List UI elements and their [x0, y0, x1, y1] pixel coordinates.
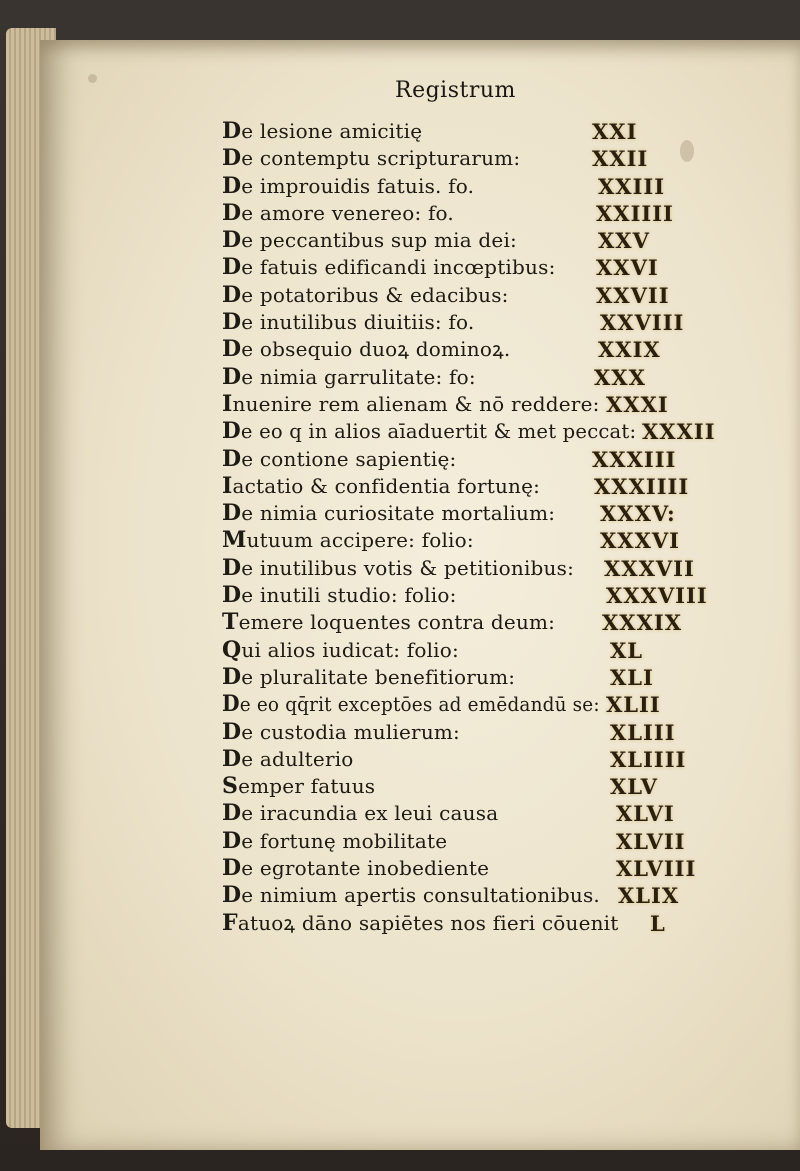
folio-numeral: L	[650, 910, 666, 936]
entry-title: De egrotante inobediente	[222, 855, 490, 882]
register-entry	[222, 254, 742, 281]
register-entry	[222, 637, 742, 664]
folio-numeral: XXII	[592, 146, 649, 172]
entry-title: De eo q in alios aīaduertit & met peccat:	[222, 418, 637, 445]
register-entry	[222, 527, 742, 554]
entry-title: Qui alios iudicat: folio:	[222, 636, 459, 663]
folio-numeral: XXIII	[598, 173, 666, 199]
register-entry	[222, 910, 742, 937]
entry-title: De amore venereo: fo.	[222, 199, 454, 226]
register-entry	[222, 364, 742, 391]
entry-title: De inutili studio: folio:	[222, 582, 457, 609]
folio-numeral: XXXIII	[592, 446, 677, 472]
entry-title: De fatuis edificandi incœptibus:	[222, 254, 556, 281]
register-entry	[222, 173, 742, 200]
entry-title: De custodia mulierum:	[222, 718, 460, 745]
register-entry	[222, 719, 742, 746]
entry-title: De contemptu scripturarum:	[222, 145, 521, 172]
folio-numeral: XXXIX	[602, 610, 682, 636]
register-entry	[222, 145, 742, 172]
register-entry	[222, 773, 742, 800]
register-entry	[222, 446, 742, 473]
folio-numeral: XXVII	[596, 282, 670, 308]
folio-numeral: XLVII	[616, 828, 686, 854]
folio-numeral: XL	[610, 637, 644, 663]
entry-title: De peccantibus sup mia dei:	[222, 227, 517, 254]
folio-numeral: XXV	[598, 228, 650, 254]
register-entry	[222, 500, 742, 527]
folio-numeral: XXIX	[598, 337, 661, 363]
register-entry	[222, 418, 742, 445]
entry-title: Semper fatuus	[222, 773, 376, 800]
register-entry	[222, 336, 742, 363]
folio-numeral: XLIIII	[610, 746, 687, 772]
entry-title: De contione sapientię:	[222, 445, 457, 472]
folio-numeral: XXIIII	[596, 200, 674, 226]
folio-numeral: XXXIIII	[594, 473, 690, 499]
entry-title: De pluralitate benefitiorum:	[222, 663, 516, 690]
register-entry	[222, 473, 742, 500]
folio-numeral: XXXII	[642, 419, 716, 445]
folio-numeral: XXXVII	[604, 555, 695, 581]
page-stain	[88, 74, 97, 83]
entry-title: Iactatio & confidentia fortunę:	[222, 472, 541, 499]
register-entry	[222, 118, 742, 145]
register-entry	[222, 664, 742, 691]
folio-numeral: XLV	[610, 774, 658, 800]
register-list	[222, 118, 742, 937]
register-entry	[222, 582, 742, 609]
folio-numeral: XLVIII	[616, 856, 697, 882]
register-entry	[222, 391, 742, 418]
folio-numeral: XLI	[610, 664, 654, 690]
register-entry	[222, 227, 742, 254]
entry-title: De nimium apertis consultationibus.	[222, 882, 600, 909]
folio-numeral: XXX	[594, 364, 646, 390]
entry-title: De inutilibus votis & petitionibus:	[222, 554, 575, 581]
register-entry	[222, 555, 742, 582]
entry-title: De iracundia ex leui causa	[222, 800, 499, 827]
folio-numeral: XXVI	[596, 255, 659, 281]
register-entry	[222, 309, 742, 336]
page-title: Registrum	[395, 78, 516, 103]
entry-title: De eo qq̄rit exceptōes ad emēdandū se:	[222, 691, 600, 718]
entry-title: Fatuoꝝ dāno sapiētes nos fieri cōuenit	[222, 909, 619, 936]
entry-title: De obsequio duoꝝ dominoꝝ.	[222, 336, 511, 363]
entry-title: De nimia garrulitate: fo:	[222, 363, 476, 390]
folio-numeral: XLIX	[618, 883, 680, 909]
folio-numeral: XLII	[606, 692, 661, 718]
entry-title: De inutilibus diuitiis: fo.	[222, 309, 475, 336]
entry-title: De improuidis fatuis. fo.	[222, 172, 475, 199]
entry-title: Mutuum accipere: folio:	[222, 527, 474, 554]
register-entry	[222, 200, 742, 227]
register-entry	[222, 746, 742, 773]
entry-title: Temere loquentes contra deum:	[222, 609, 556, 636]
register-entry	[222, 609, 742, 636]
folio-numeral: XXVIII	[600, 310, 685, 336]
register-entry	[222, 691, 742, 718]
folio-numeral: XXXVI	[600, 528, 680, 554]
folio-numeral: XXXV:	[600, 501, 676, 527]
folio-numeral: XLIII	[610, 719, 676, 745]
entry-title: Inuenire rem alienam & nō reddere:	[222, 390, 600, 417]
register-entry	[222, 855, 742, 882]
folio-numeral: XXXI	[606, 391, 669, 417]
entry-title: De lesione amicitię	[222, 118, 423, 144]
register-entry	[222, 282, 742, 309]
register-entry	[222, 828, 742, 855]
folio-numeral: XLVI	[616, 801, 675, 827]
entry-title: De potatoribus & edacibus:	[222, 281, 509, 308]
folio-numeral: XXI	[592, 119, 638, 144]
register-entry	[222, 800, 742, 827]
entry-title: De fortunę mobilitate	[222, 827, 448, 854]
entry-title: De adulterio	[222, 745, 354, 772]
register-entry	[222, 882, 742, 909]
entry-title: De nimia curiositate mortalium:	[222, 500, 556, 527]
folio-numeral: XXXVIII	[606, 583, 708, 609]
